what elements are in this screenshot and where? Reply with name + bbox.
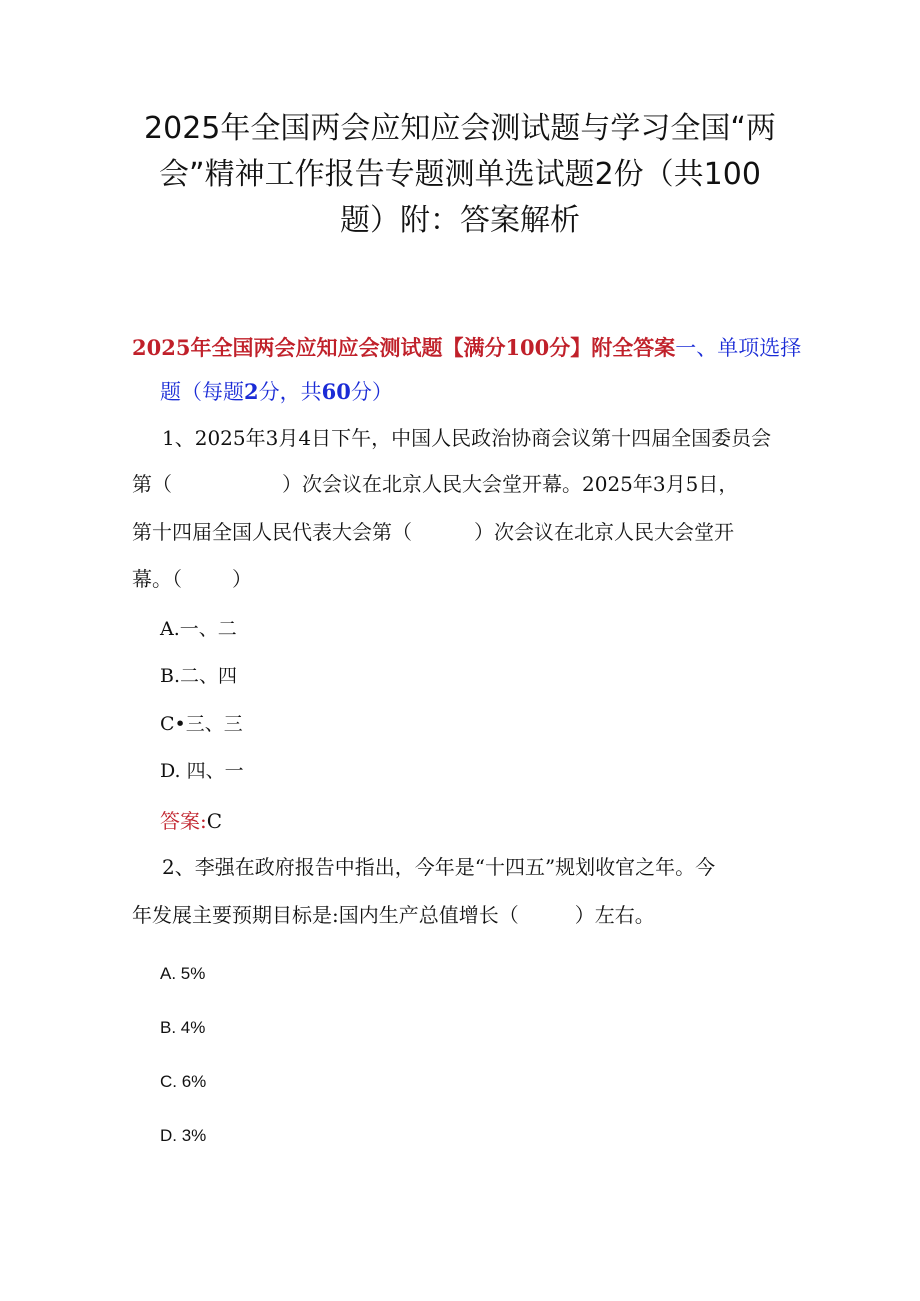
- q1-answer: [160, 806, 222, 836]
- q1-option-c: C•三、三: [160, 713, 243, 735]
- q2-option-d: D. 3%: [160, 1126, 207, 1145]
- section-blue-text-2a: 题（每题: [160, 380, 244, 404]
- q1-line-2b: ）次会议在北京人民大会堂开幕。2025年3月5日，: [282, 472, 739, 496]
- q1-option-a: A.一、二: [160, 618, 237, 640]
- section-blue-text-2e: 分）: [350, 380, 393, 404]
- q2-line-2: [132, 900, 655, 930]
- q2-option-c: C. 6%: [160, 1072, 207, 1091]
- q1-line-4: [132, 564, 252, 594]
- q1-option-d: D. 四、一: [160, 760, 244, 782]
- q1-line-4a: 幕。（: [132, 567, 182, 591]
- q2-line-2a: 年发展主要预期目标是:国内生产总值增长（: [132, 903, 519, 927]
- title-line-2: 会”精神工作报告专题测单选试题2份（共100: [159, 157, 761, 192]
- q1-line-4b: ）: [232, 567, 252, 591]
- section-blue-text-1: 一、单项选择: [675, 336, 802, 360]
- q1-option-b: B.二、四: [160, 665, 238, 687]
- section-blue-text-2b: 2: [244, 379, 259, 404]
- q2-option-b: B. 4%: [160, 1018, 206, 1037]
- section-heading: [132, 326, 812, 414]
- q1-answer-label: 答案:: [160, 809, 207, 833]
- q1-line-1: 1、2025年3月4日下午，中国人民政治协商会议第十四届全国委员会: [162, 426, 772, 450]
- section-blue-text-2d: 60: [321, 379, 351, 404]
- q1-line-3a: 第十四届全国人民代表大会第（: [132, 520, 412, 544]
- q1-line-3b: ）次会议在北京人民大会堂开: [474, 520, 734, 544]
- document-title: [110, 106, 810, 244]
- section-red-text: 2025年全国两会应知应会测试题【满分100分】附全答案: [132, 335, 676, 360]
- q1-line-2: [132, 469, 738, 499]
- q1-answer-value: C: [206, 809, 223, 833]
- q1-line-3: [132, 517, 734, 547]
- q2-option-a: A. 5%: [160, 964, 206, 983]
- q1-line-2a: 第（: [132, 472, 172, 496]
- title-line-3: 题）附：答案解析: [340, 203, 580, 238]
- q2-line-1: 2、李强在政府报告中指出，今年是“十四五”规划收官之年。今: [162, 855, 716, 879]
- q2-line-2b: ）左右。: [574, 903, 655, 927]
- section-blue-text-2c: 分，共: [258, 380, 322, 404]
- title-line-1: 2025年全国两会应知应会测试题与学习全国“两: [144, 111, 776, 146]
